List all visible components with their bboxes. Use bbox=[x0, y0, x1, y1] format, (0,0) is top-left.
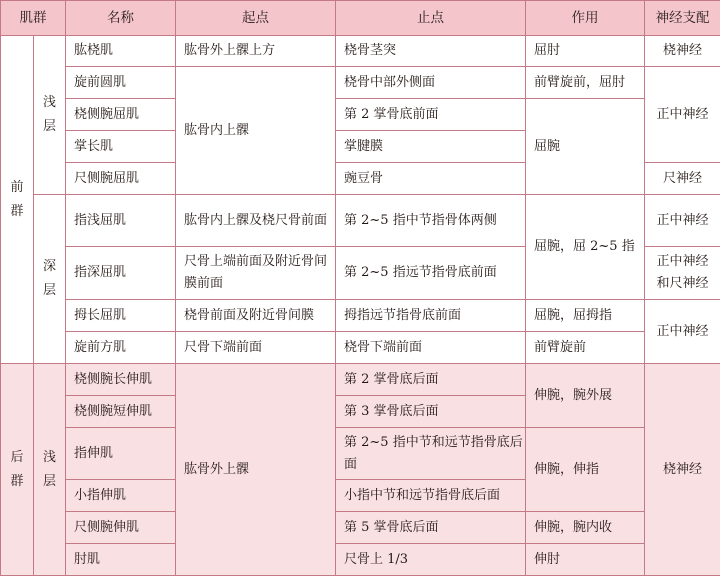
muscle-name: 指浅屈肌 bbox=[66, 195, 176, 247]
muscle-name: 拇长屈肌 bbox=[66, 300, 176, 332]
table-row bbox=[1, 36, 720, 67]
header-row bbox=[1, 1, 720, 36]
muscle-origin: 桡骨前面及附近骨间膜 bbox=[176, 300, 336, 332]
muscle-origin: 肱骨外上髁上方 bbox=[176, 36, 336, 67]
muscle-insertion: 第 2 掌骨底后面 bbox=[336, 364, 526, 396]
muscle-origin: 肱骨内上髁及桡尺骨前面 bbox=[176, 195, 336, 247]
muscle-insertion: 桡骨下端前面 bbox=[336, 332, 526, 364]
muscle-action: 伸腕，伸指 bbox=[526, 428, 645, 512]
table-row bbox=[1, 99, 720, 131]
layer-front-deep: 深 层 bbox=[34, 195, 66, 364]
table-row bbox=[1, 195, 720, 247]
table-row bbox=[1, 428, 720, 480]
header-name: 名称 bbox=[66, 1, 176, 36]
muscle-nerve: 正中神经 bbox=[645, 195, 720, 247]
muscle-nerve: 正中神经 bbox=[645, 67, 720, 163]
muscle-nerve: 桡神经 bbox=[645, 364, 720, 576]
muscle-insertion: 拇指远节指骨底前面 bbox=[336, 300, 526, 332]
muscle-insertion: 第 2~5 指中节指骨体两侧 bbox=[336, 195, 526, 247]
muscle-action: 屈肘 bbox=[526, 36, 645, 67]
muscle-action: 伸腕，腕内收 bbox=[526, 512, 645, 544]
muscle-insertion: 第 5 掌骨底后面 bbox=[336, 512, 526, 544]
muscle-insertion: 小指中节和远节指骨底后面 bbox=[336, 480, 526, 512]
muscle-name: 旋前圆肌 bbox=[66, 67, 176, 99]
muscle-name: 桡侧腕短伸肌 bbox=[66, 396, 176, 428]
muscle-insertion: 第 2~5 指中节和远节指骨底后面 bbox=[336, 428, 526, 480]
muscle-name: 指深屈肌 bbox=[66, 247, 176, 300]
muscle-insertion: 第 3 掌骨底后面 bbox=[336, 396, 526, 428]
group-front: 前 群 bbox=[1, 36, 34, 364]
header-group: 肌群 bbox=[1, 1, 66, 36]
header-nerve: 神经支配 bbox=[645, 1, 720, 36]
muscle-nerve: 正中神经 和尺神经 bbox=[645, 247, 720, 300]
table-row bbox=[1, 544, 720, 576]
table-row bbox=[1, 67, 720, 99]
muscle-nerve: 桡神经 bbox=[645, 36, 720, 67]
muscle-name: 小指伸肌 bbox=[66, 480, 176, 512]
table-row bbox=[1, 332, 720, 364]
muscle-action: 前臂旋前 bbox=[526, 332, 645, 364]
muscle-insertion: 第 2 掌骨底前面 bbox=[336, 99, 526, 131]
header-insertion: 止点 bbox=[336, 1, 526, 36]
muscle-name: 肱桡肌 bbox=[66, 36, 176, 67]
muscle-insertion: 桡骨中部外侧面 bbox=[336, 67, 526, 99]
muscle-name: 尺侧腕屈肌 bbox=[66, 163, 176, 195]
muscle-nerve: 尺神经 bbox=[645, 163, 720, 195]
muscle-insertion: 桡骨茎突 bbox=[336, 36, 526, 67]
table-row bbox=[1, 300, 720, 332]
table-row bbox=[1, 512, 720, 544]
muscle-insertion: 豌豆骨 bbox=[336, 163, 526, 195]
muscle-name: 指伸肌 bbox=[66, 428, 176, 480]
muscle-origin: 肱骨外上髁 bbox=[176, 364, 336, 576]
muscle-name: 尺侧腕伸肌 bbox=[66, 512, 176, 544]
muscle-name: 桡侧腕屈肌 bbox=[66, 99, 176, 131]
muscle-name: 肘肌 bbox=[66, 544, 176, 576]
layer-back-shallow: 浅 层 bbox=[34, 364, 66, 576]
muscle-insertion: 尺骨上 1/3 bbox=[336, 544, 526, 576]
muscle-name: 桡侧腕长伸肌 bbox=[66, 364, 176, 396]
muscle-name: 掌长肌 bbox=[66, 131, 176, 163]
muscle-origin: 尺骨上端前面及附近骨间膜前面 bbox=[176, 247, 336, 300]
header-origin: 起点 bbox=[176, 1, 336, 36]
group-back: 后 群 bbox=[1, 364, 34, 576]
muscle-action: 前臂旋前，屈肘 bbox=[526, 67, 645, 99]
muscle-origin: 肱骨内上髁 bbox=[176, 67, 336, 195]
table-row bbox=[1, 364, 720, 396]
muscle-insertion: 第 2~5 指远节指骨底前面 bbox=[336, 247, 526, 300]
layer-front-shallow: 浅 层 bbox=[34, 36, 66, 195]
muscle-nerve: 正中神经 bbox=[645, 300, 720, 364]
muscle-insertion: 掌腱膜 bbox=[336, 131, 526, 163]
muscle-action: 伸肘 bbox=[526, 544, 645, 576]
muscle-action: 伸腕，腕外展 bbox=[526, 364, 645, 428]
header-action: 作用 bbox=[526, 1, 645, 36]
muscle-action: 屈腕 bbox=[526, 99, 645, 195]
muscle-action: 屈腕，屈拇指 bbox=[526, 300, 645, 332]
muscle-origin: 尺骨下端前面 bbox=[176, 332, 336, 364]
muscle-name: 旋前方肌 bbox=[66, 332, 176, 364]
muscle-action: 屈腕，屈 2~5 指 bbox=[526, 195, 645, 300]
